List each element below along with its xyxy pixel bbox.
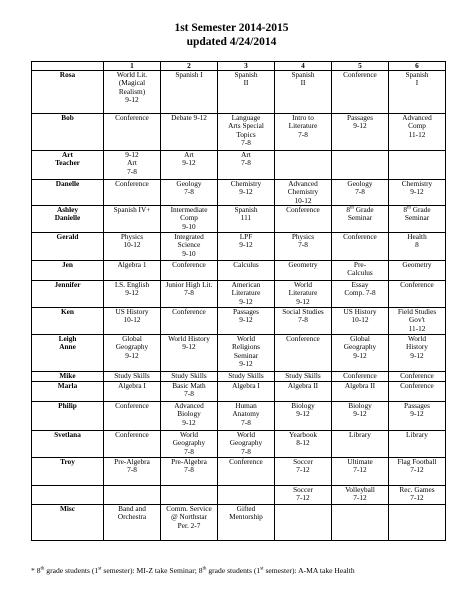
class-cell: Global Geography 9-12 <box>104 335 161 372</box>
class-cell: Conference <box>104 402 161 431</box>
class-cell: LPF 9-12 <box>218 233 275 261</box>
class-cell: Junior High Lit. 7-8 <box>161 281 218 308</box>
table-row <box>32 458 446 486</box>
class-cell: Biology 9-12 <box>332 402 389 431</box>
teacher-name <box>32 486 104 505</box>
class-cell <box>218 486 275 505</box>
table-row <box>32 372 446 382</box>
teacher-name: Philip <box>32 402 104 431</box>
class-cell: American Literature 9-12 <box>218 281 275 308</box>
teacher-name: Svetlana <box>32 431 104 458</box>
class-cell: Conference <box>161 308 218 335</box>
column-header <box>32 62 104 71</box>
class-cell: Global Geography 9-12 <box>332 335 389 372</box>
class-cell: Art 7-8 <box>218 151 275 180</box>
class-cell: Art 9-12 <box>161 151 218 180</box>
class-cell: Geology 7-8 <box>332 180 389 206</box>
class-cell: Advanced Biology 9-12 <box>161 402 218 431</box>
class-cell: Field Studies Gov't 11-12 <box>389 308 446 335</box>
class-cell: Algebra I <box>104 382 161 402</box>
column-header: 2 <box>161 62 218 71</box>
class-cell: Conference <box>389 372 446 382</box>
header-row <box>32 62 446 71</box>
class-cell: World Lit. (Magical Realism) 9-12 <box>104 71 161 114</box>
column-header: 1 <box>104 62 161 71</box>
class-cell: Spanish I <box>389 71 446 114</box>
class-cell: US History 10-12 <box>104 308 161 335</box>
class-cell: Biology 9-12 <box>275 402 332 431</box>
class-cell: Spanish II <box>275 71 332 114</box>
class-cell: Conference <box>218 458 275 486</box>
class-cell: 9-12 Art 7-8 <box>104 151 161 180</box>
class-cell: Passages 9-12 <box>389 402 446 431</box>
teacher-name: Misc <box>32 505 104 541</box>
table-row <box>32 335 446 372</box>
class-cell: Integrated Science 9-10 <box>161 233 218 261</box>
teacher-name: Ken <box>32 308 104 335</box>
class-cell: Conference <box>332 233 389 261</box>
class-cell: Human Anatomy 7-8 <box>218 402 275 431</box>
teacher-name: Leigh Anne <box>32 335 104 372</box>
column-header: 5 <box>332 62 389 71</box>
table-row <box>32 206 446 233</box>
class-cell: Library <box>332 431 389 458</box>
class-cell: US History 10-12 <box>332 308 389 335</box>
class-cell: Passages 9-12 <box>218 308 275 335</box>
class-cell: 8th Grade Seminar <box>332 206 389 233</box>
updated-date: updated 4/24/2014 <box>186 36 277 48</box>
class-cell: Study Skills <box>161 372 218 382</box>
class-cell: Conference <box>104 431 161 458</box>
class-cell: Conference <box>104 180 161 206</box>
class-cell: Advanced Comp 11-12 <box>389 114 446 151</box>
class-cell: Spanish 111 <box>218 206 275 233</box>
class-cell: World Geography 7-8 <box>161 431 218 458</box>
class-cell: Passages 9-12 <box>332 114 389 151</box>
table-row <box>32 382 446 402</box>
column-header: 3 <box>218 62 275 71</box>
class-cell: Geology 7-8 <box>161 180 218 206</box>
class-cell: Algebra II <box>332 382 389 402</box>
class-cell <box>104 486 161 505</box>
class-cell: Conference <box>332 372 389 382</box>
class-cell <box>275 151 332 180</box>
class-cell: Spanish II <box>218 71 275 114</box>
teacher-name: Danelle <box>32 180 104 206</box>
class-cell: Chemistry 9-12 <box>389 180 446 206</box>
class-cell: Yearbook 8-12 <box>275 431 332 458</box>
class-cell: Physics 10-12 <box>104 233 161 261</box>
class-cell: Algebra II <box>275 382 332 402</box>
footnote: * 8th grade students (1st semester): MI-Z take Seminar; 8th grade students (1st semester): A-MA take Health <box>31 566 355 575</box>
table-row <box>32 308 446 335</box>
schedule-table <box>31 61 446 541</box>
class-cell: Gifted Mentorship <box>218 505 275 541</box>
class-cell: Social Studies 7-8 <box>275 308 332 335</box>
class-cell: Language Arts Special Topics 7-8 <box>218 114 275 151</box>
class-cell: Basic Math 7-8 <box>161 382 218 402</box>
class-cell: Library <box>389 431 446 458</box>
class-cell: Study Skills <box>275 372 332 382</box>
class-cell: I.S. English 9-12 <box>104 281 161 308</box>
class-cell: Pre-Algebra 7-8 <box>104 458 161 486</box>
table-row <box>32 151 446 180</box>
class-cell: Ultimate 7-12 <box>332 458 389 486</box>
class-cell: Pre-Algebra 7-8 <box>161 458 218 486</box>
teacher-name: Marla <box>32 382 104 402</box>
class-cell: Conference <box>332 71 389 114</box>
teacher-name: Troy <box>32 458 104 486</box>
class-cell: World Religions Seminar 9-12 <box>218 335 275 372</box>
teacher-name: Ashley Danielle <box>32 206 104 233</box>
class-cell: Conference <box>275 206 332 233</box>
teacher-name: Bob <box>32 114 104 151</box>
class-cell: Chemistry 9-12 <box>218 180 275 206</box>
class-cell: Flag Football 7-12 <box>389 458 446 486</box>
class-cell <box>161 486 218 505</box>
class-cell: World History 9-12 <box>161 335 218 372</box>
class-cell: Soccer 7-12 <box>275 458 332 486</box>
table-row <box>32 402 446 431</box>
class-cell: Volleyball 7-12 <box>332 486 389 505</box>
class-cell: Conference <box>161 261 218 281</box>
teacher-name: Jennifer <box>32 281 104 308</box>
table-row <box>32 71 446 114</box>
class-cell: Physics 7-8 <box>275 233 332 261</box>
class-cell: Band and Orchestra <box>104 505 161 541</box>
class-cell: Debate 9-12 <box>161 114 218 151</box>
class-cell: Essay Comp. 7-8 <box>332 281 389 308</box>
class-cell: World History 9-12 <box>389 335 446 372</box>
class-cell: Pre- Calculus <box>332 261 389 281</box>
table-row <box>32 431 446 458</box>
class-cell: 8th Grade Seminar <box>389 206 446 233</box>
class-cell: World Geography 7-8 <box>218 431 275 458</box>
class-cell: Conference <box>104 114 161 151</box>
table-row <box>32 233 446 261</box>
class-cell: Health 8 <box>389 233 446 261</box>
class-cell: World Literature 9-12 <box>275 281 332 308</box>
table-row <box>32 114 446 151</box>
table-row <box>32 281 446 308</box>
class-cell: Geometry <box>389 261 446 281</box>
class-cell: Algebra 1 <box>104 261 161 281</box>
class-cell: Comm. Service @ Northstar Per. 2-7 <box>161 505 218 541</box>
class-cell: Algebra I <box>218 382 275 402</box>
class-cell: Conference <box>389 382 446 402</box>
class-cell: Conference <box>389 281 446 308</box>
table-row <box>32 180 446 206</box>
table-row <box>32 505 446 541</box>
class-cell <box>275 505 332 541</box>
class-cell <box>389 151 446 180</box>
class-cell: Advanced Chemistry 10-12 <box>275 180 332 206</box>
class-cell: Spanish I <box>161 71 218 114</box>
page-title: 1st Semester 2014-2015 <box>174 22 289 34</box>
class-cell <box>332 505 389 541</box>
teacher-name: Art Teacher <box>32 151 104 180</box>
teacher-name: Jen <box>32 261 104 281</box>
class-cell: Rec. Games 7-12 <box>389 486 446 505</box>
teacher-name: Rosa <box>32 71 104 114</box>
column-header: 6 <box>389 62 446 71</box>
class-cell: Geometry <box>275 261 332 281</box>
teacher-name: Mike <box>32 372 104 382</box>
class-cell: Calculus <box>218 261 275 281</box>
class-cell: Study Skills <box>218 372 275 382</box>
class-cell: Spanish IV+ <box>104 206 161 233</box>
table-row <box>32 261 446 281</box>
column-header: 4 <box>275 62 332 71</box>
class-cell: Intermediate Comp 9-10 <box>161 206 218 233</box>
class-cell: Soccer 7-12 <box>275 486 332 505</box>
class-cell: Intro to Literature 7-8 <box>275 114 332 151</box>
teacher-name: Gerald <box>32 233 104 261</box>
class-cell <box>332 151 389 180</box>
table-row <box>32 486 446 505</box>
class-cell <box>389 505 446 541</box>
class-cell: Conference <box>275 335 332 372</box>
class-cell: Study Skills <box>104 372 161 382</box>
